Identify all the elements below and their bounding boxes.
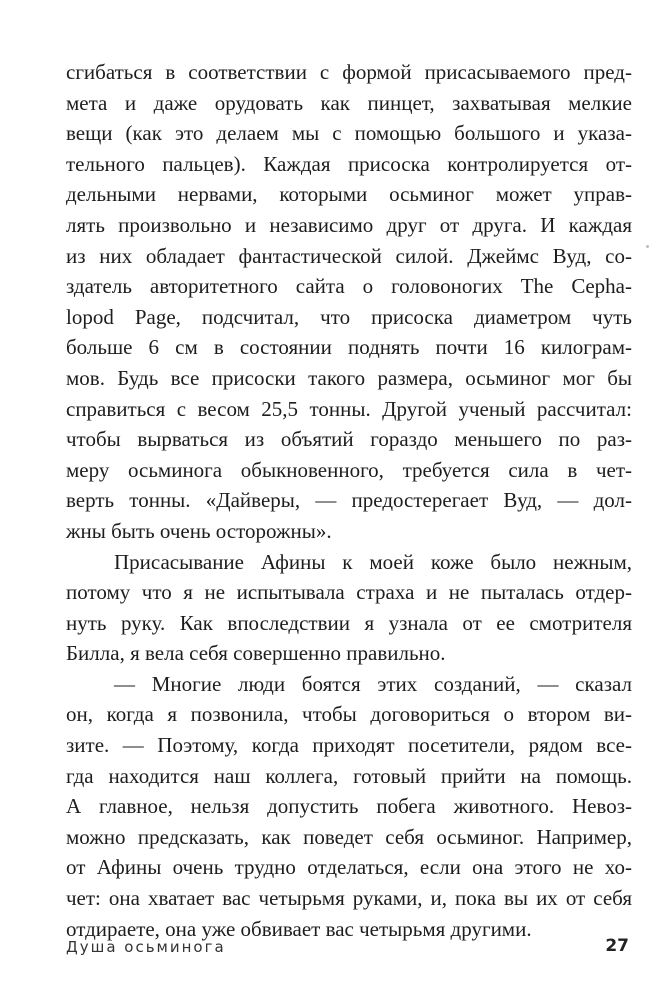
text-line: мета и даже орудовать как пинцет, захватывая мелкие (66, 90, 632, 115)
text-line: справиться с весом 25,5 тонны. Другой ученый рассчитал: (66, 396, 632, 421)
text-line: лять произвольно и независимо друг от друга. И каждая (66, 212, 632, 237)
text-line: нуть руку. Как впоследствии я узнала от ее смотрителя (66, 610, 632, 635)
text-line: здатель авторитетного сайта о головоногих The Cepha- (66, 274, 632, 299)
page-number: 27 (605, 936, 629, 956)
text-line: чтобы вырваться из объятий гораздо меньшего по раз- (66, 427, 632, 452)
text-line: вещи (как это делаем мы с помощью большого и указа- (66, 121, 632, 146)
text-line: он, когда я позвонила, чтобы договориться о втором ви- (66, 702, 632, 727)
text-line: тельного пальцев). Каждая присоска контролируется от- (66, 151, 632, 176)
text-line: из них обладает фантастической силой. Джеймс Вуд, со- (66, 243, 632, 268)
text-line-paragraph-end: жны быть очень осторожны». (66, 518, 332, 543)
text-line: можно предсказать, как поведет себя осьминог. Например, (66, 824, 632, 849)
text-line-paragraph-start: — Многие люди боятся этих созданий, — сказал (114, 671, 632, 696)
text-line-paragraph-start: Присасывание Афины к моей коже было нежным, (114, 549, 632, 574)
text-line: зите. — Поэтому, когда приходят посетители, рядом все- (66, 733, 632, 758)
running-title: Душа осьминога (66, 938, 226, 956)
text-line: А главное, нельзя допустить побега животного. Невоз- (66, 794, 632, 819)
text-line: верть тонны. «Дайверы, — предостерегает Вуд, — дол- (66, 488, 632, 513)
text-line-paragraph-end: Билла, я вела себя совершенно правильно. (66, 641, 446, 666)
text-line: больше 6 см в состоянии поднять почти 16 килограм- (66, 335, 632, 360)
page-footer (66, 938, 629, 962)
scan-speck (646, 245, 649, 248)
text-line: потому что я не испытывала страха и не пыталась отдер- (66, 580, 632, 605)
text-line: гда находится наш коллега, готовый прийти на помощь. (66, 763, 632, 788)
text-line: lopod Page, подсчитал, что присоска диаметром чуть (66, 304, 632, 329)
text-line: дельными нервами, которыми осьминог может управ- (66, 182, 632, 207)
text-line: сгибаться в соответствии с формой присасываемого пред- (66, 60, 632, 84)
text-line: меру осьминога обыкновенного, требуется сила в чет- (66, 457, 632, 482)
text-line: от Афины очень трудно отделаться, если она этого не хо- (66, 855, 632, 880)
body-text (66, 57, 632, 944)
text-line: мов. Будь все присоски такого размера, осьминог мог бы (66, 365, 632, 390)
text-line: чет: она хватает вас четырьмя руками, и, пока вы их от себя (66, 886, 632, 911)
text-line-paragraph-end: отдираете, она уже обвивает вас четырьмя другими. (66, 916, 532, 941)
